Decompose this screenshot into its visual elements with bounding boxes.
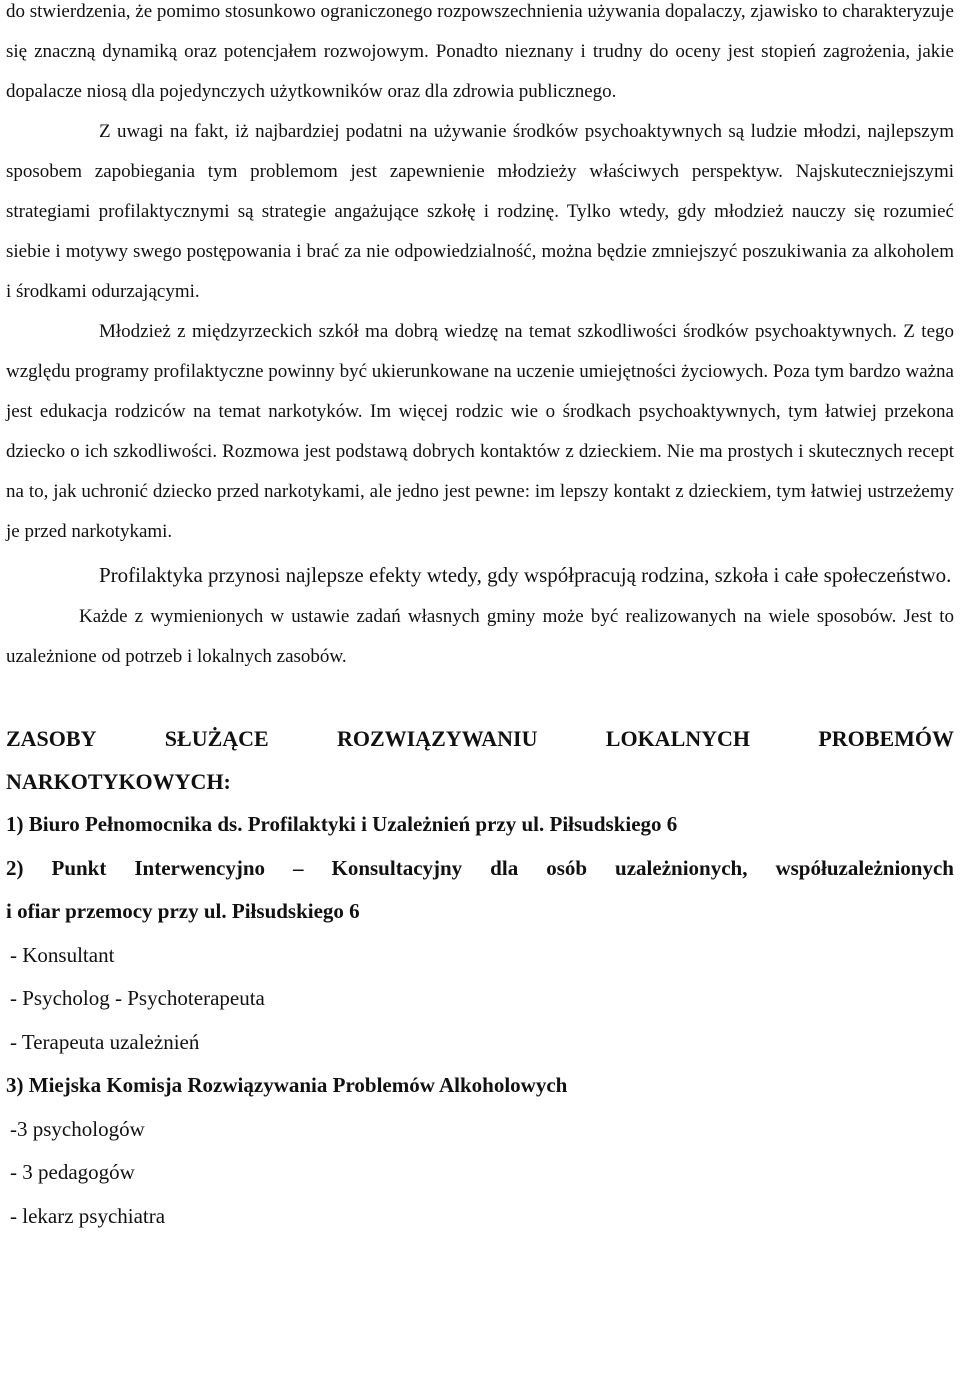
paragraph-mlodziez-podatni: Z uwagi na fakt, iż najbardziej podatni na używanie środków psychoaktywnych są ludzie młodzi, najlepszym sposobem zapobiegania tym problemom jest zapewnienie młodzieży właściwych perspektyw. Najskuteczniejszymi strategiami profilaktycznymi są strategie angażujące szkołę i rodzinę. Tylko wtedy, gdy młodzież nauczy się rozumieć siebie i motywy swego postępowania i brać za nie odpowiedzialność, można będzie zmniejszyć poszukiwania za alkoholem i środkami odurzającymi. (6, 121, 954, 302)
heading-word: LOKALNYCH (605, 726, 751, 751)
list-subitem: - Terapeuta uzależnień (10, 1029, 200, 1054)
heading-word: SŁUŻĄCE (164, 726, 269, 751)
list-item-komisja: 3) Miejska Komisja Rozwiązywania Problemów Alkoholowych (6, 1073, 568, 1097)
heading-word: ZASOBY (6, 726, 97, 751)
list-subitem: - lekarz psychiatra (10, 1203, 166, 1228)
list-item-punkt-line-1: 2) Punkt Interwencyjno – Konsultacyjny dla osób uzależnionych, współuzależnionych (6, 855, 954, 880)
section-heading (6, 717, 954, 803)
heading-word: ROZWIĄZYWANIU (337, 726, 538, 751)
paragraph-zadania-gminy: Każde z wymienionych w ustawie zadań własnych gminy może być realizowanych na wiele sposobów. Jest to uzależnione od potrzeb i lokalnych zasobów. (6, 606, 954, 667)
heading-line-1 (6, 717, 954, 760)
list-subitem: - Psycholog - Psychoterapeuta (10, 986, 265, 1010)
paragraph-dopalacze: do stwierdzenia, że pomimo stosunkowo ograniczonego rozpowszechnienia używania dopalaczy, zjawisko to charakteryzuje się znaczną dynamiką oraz potencjałem rozwojowym. Ponadto nieznany i trudny do oceny jest stopień zagrożenia, jakie dopalacze niosą dla pojedynczych użytkowników oraz dla zdrowia publicznego. (6, 1, 954, 102)
paragraph-wiedza-mlodziezy: Młodzież z międzyrzeckich szkół ma dobrą wiedzę na temat szkodliwości środków psychoaktywnych. Z tego względu programy profilaktyczne powinny być ukierunkowane na uczenie umiejętności życiowych. Poza tym bardzo ważna jest edukacja rodziców na temat narkotyków. Im więcej rodzic wie o środkach psychoaktywnych, tym łatwiej przekona dziecko o ich szkodliwości. Rozmowa jest podstawą dobrych kontaktów z dzieckiem. Nie ma prostych i skutecznych recept na to, jak uchronić dziecko przed narkotykami, ale jedno jest pewne: im lepszy kontakt z dzieckiem, tym łatwiej ustrzeżemy je przed narkotykami. (6, 321, 954, 542)
list-subitem: -3 psychologów (10, 1116, 145, 1141)
heading-line-2: NARKOTYKOWYCH: (6, 769, 231, 794)
list-item-biuro: 1) Biuro Pełnomocnika ds. Profilaktyki i Uzależnień przy ul. Piłsudskiego 6 (6, 812, 678, 836)
heading-word: PROBEMÓW (818, 726, 954, 751)
paragraph-profilaktyka: Profilaktyka przynosi najlepsze efekty wtedy, gdy współpracują rodzina, szkoła i całe społeczeństwo. (99, 563, 952, 587)
list-item-punkt-line-2: i ofiar przemocy przy ul. Piłsudskiego 6 (6, 899, 360, 923)
list-subitem: - Konsultant (10, 942, 115, 967)
list-subitem: - 3 pedagogów (10, 1160, 135, 1184)
